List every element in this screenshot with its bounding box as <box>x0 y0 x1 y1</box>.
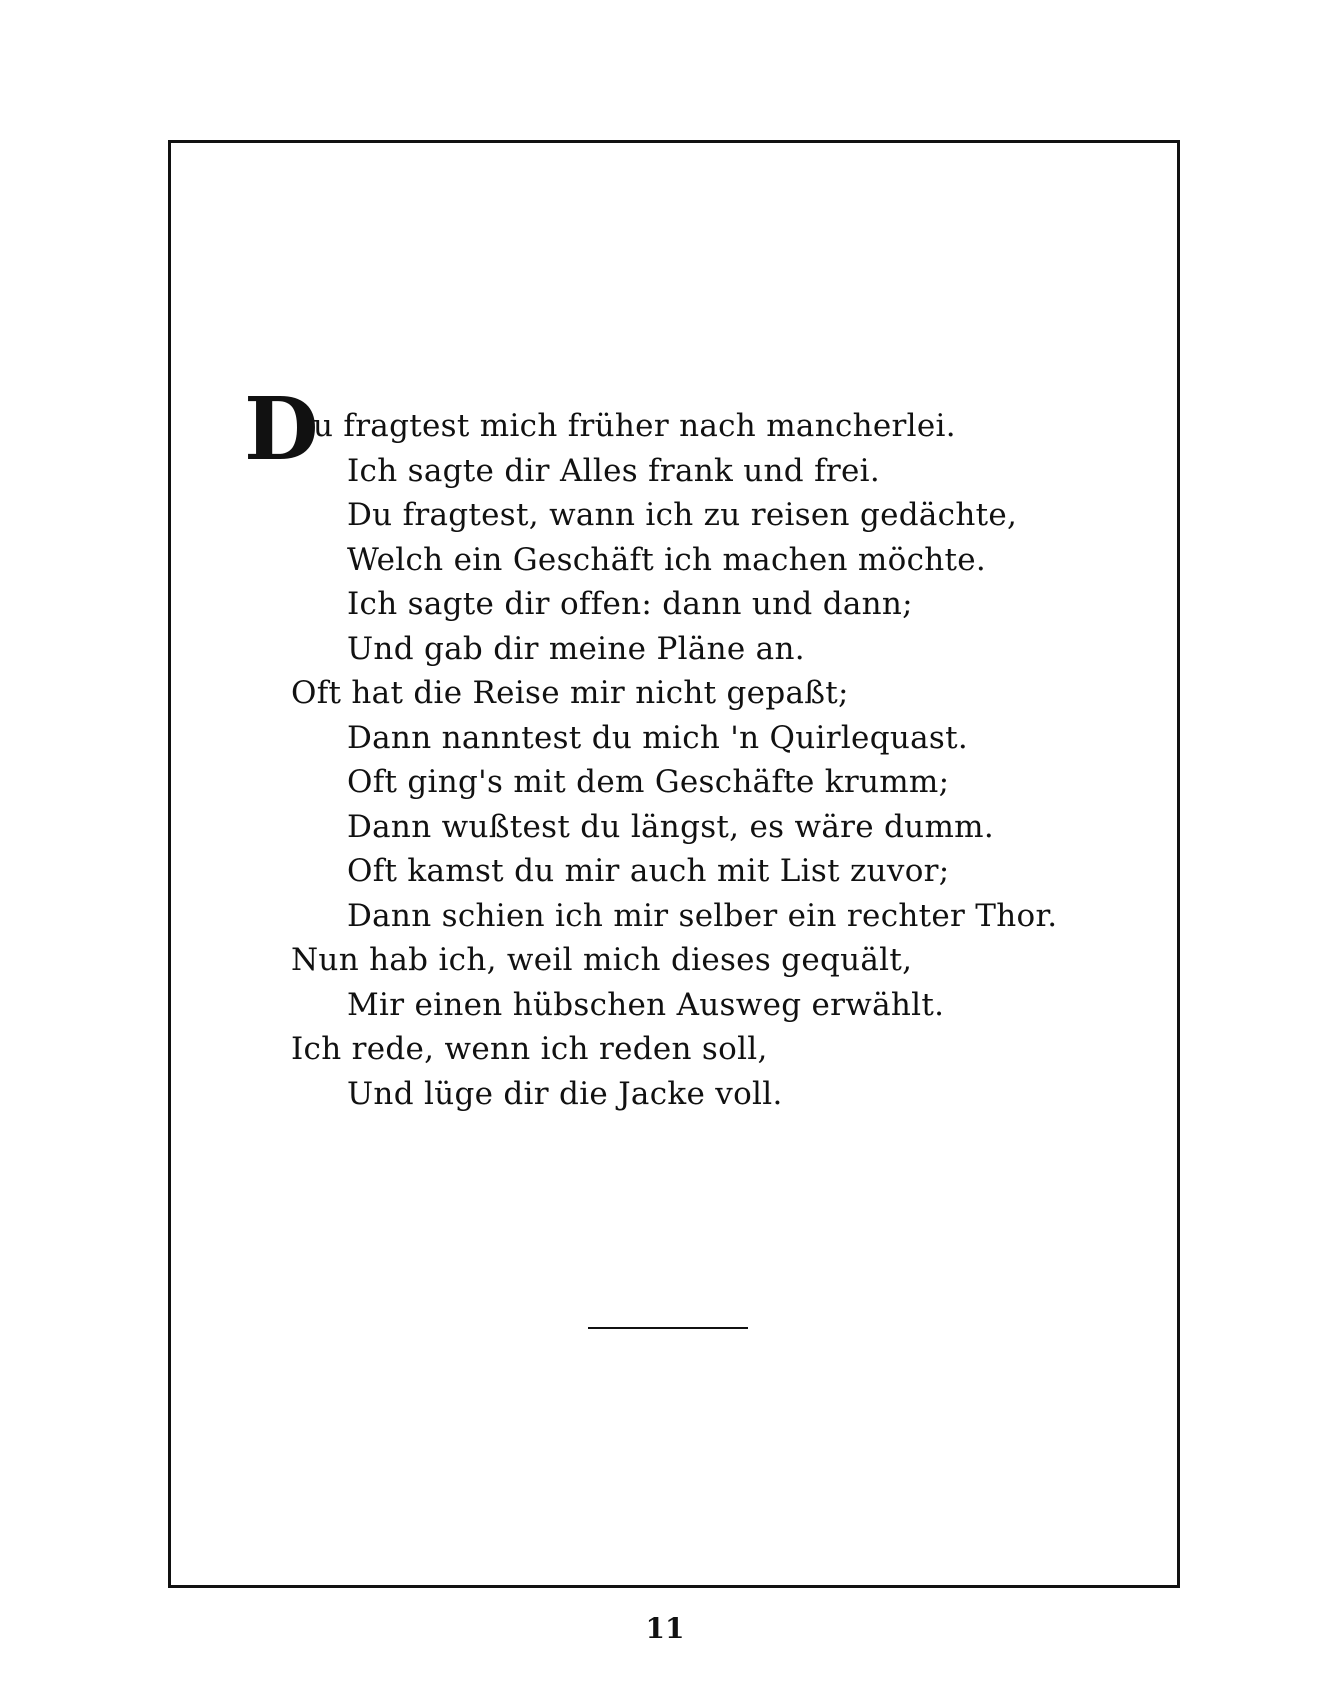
poem-line-11: Oft kamst du mir auch mit List zuvor; <box>347 853 950 889</box>
drop-cap: D <box>244 379 319 480</box>
poem-line-10: Dann wußtest du längst, es wäre dumm. <box>347 808 994 845</box>
poem-line-16: Und lüge dir die Jacke voll. <box>347 1075 783 1112</box>
poem-line-2: Ich sagte dir Alles frank und frei. <box>347 452 880 489</box>
poem-line-text: u fragtest mich früher nach mancherlei. <box>313 408 956 444</box>
poem-line-12: Dann schien ich mir selber ein rechter Thor. <box>347 897 1058 934</box>
poem-block <box>244 379 1144 1116</box>
poem-line-13: Nun hab ich, weil mich dieses gequält, <box>291 942 913 978</box>
poem-line-14: Mir einen hübschen Ausweg erwählt. <box>347 986 945 1023</box>
poem-line-7: Oft hat die Reise mir nicht gepaßt; <box>291 675 849 711</box>
poem-line-3: Du fragtest, wann ich zu reisen gedächte, <box>347 497 1018 533</box>
section-divider-rule <box>588 1327 748 1329</box>
poem-line-4: Welch ein Geschäft ich machen möchte. <box>347 541 987 578</box>
page-number: 11 <box>645 1612 685 1645</box>
poem-line-9: Oft ging's mit dem Geschäfte krumm; <box>347 764 950 800</box>
poem-line-6: Und gab dir meine Pläne an. <box>347 630 805 667</box>
poem-line-8: Dann nanntest du mich 'n Quirlequast. <box>347 719 969 756</box>
poem-line-15: Ich rede, wenn ich reden soll, <box>291 1031 768 1067</box>
poem-line-5: Ich sagte dir offen: dann und dann; <box>347 586 913 622</box>
